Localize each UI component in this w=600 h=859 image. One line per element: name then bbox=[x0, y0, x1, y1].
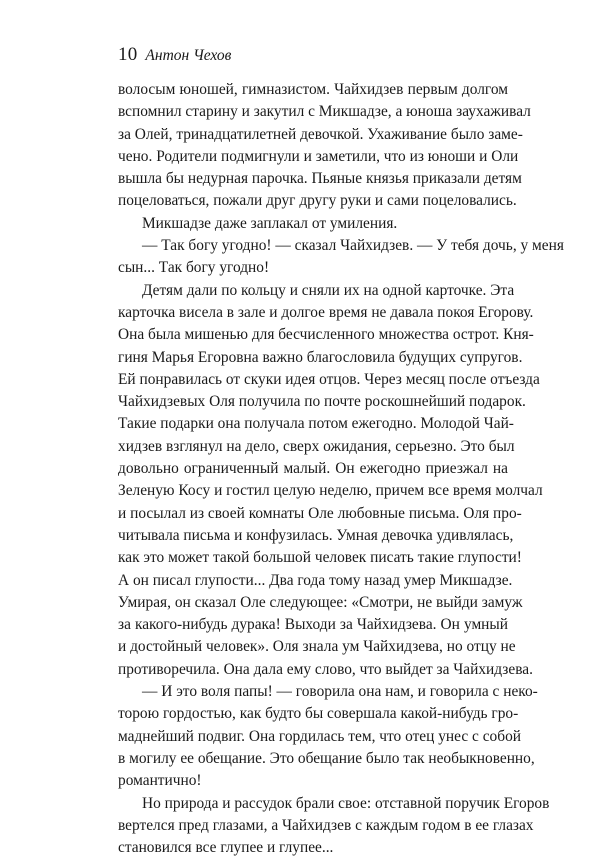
text-line: Умирая, он сказал Оле следующее: «Смотри, не выйди замуж bbox=[118, 593, 523, 611]
text-line: волосым юношей, гимназистом. Чайхидзев первым долгом bbox=[118, 81, 508, 98]
text-line: Зеленую Косу и гостил целую неделю, причем все время молчал bbox=[118, 482, 543, 500]
text-line: хидзев взглянул на дело, сверх ожидания, серьезно. Это был bbox=[118, 437, 515, 455]
text-line: Она была мишенью для бесчисленного множества острот. Кня- bbox=[118, 326, 534, 344]
text-line: довольно ограниченный малый. Он ежегодно приезжал на bbox=[118, 460, 508, 478]
text-line: в могилу ее обещание. Это обещание было так необыкновенно, bbox=[118, 749, 535, 767]
text-line: А он писал глупости... Два года тому назад умер Микшадзе. bbox=[118, 571, 513, 589]
text-line: — Так богу угодно! — сказал Чайхидзев. — У тебя дочь, у меня bbox=[142, 237, 564, 255]
text-line: как это может такой большой человек писать такие глупости! bbox=[118, 549, 522, 567]
text-line: за какого-нибудь дурака! Выходи за Чайхидзева. Он умный bbox=[118, 616, 508, 634]
text-line: чено. Родители подмигнули и заметили, что из юноши и Оли bbox=[118, 147, 519, 165]
text-line: и посылал из своей комнаты Оле любовные письма. Оля про- bbox=[118, 504, 522, 522]
text-line: Такие подарки она получала потом ежегодно. Молодой Чай- bbox=[118, 415, 514, 433]
running-header bbox=[118, 44, 231, 66]
text-line: романтично! bbox=[118, 772, 202, 790]
text-line: становился все глупее и глупее... bbox=[118, 839, 334, 857]
text-line: Но природа и рассудок брали свое: отставной поручик Егоров bbox=[142, 794, 550, 812]
text-line: — И это воля папы! — говорила она нам, и говорила с неко- bbox=[142, 683, 538, 701]
text-line: читывала письма и конфузилась. Умная девочка удивлялась, bbox=[118, 526, 514, 544]
text-line: за Олей, тринадцатилетней девочкой. Ухаживание было заме- bbox=[118, 125, 523, 143]
text-line: сын... Так богу угодно! bbox=[118, 259, 270, 277]
text-line: маднейший подвиг. Она гордилась тем, что отец унес с собой bbox=[118, 727, 522, 745]
text-line: Чайхидзевых Оля получила по почте роскошнейший подарок. bbox=[118, 393, 526, 411]
text-line: вертелся пред глазами, а Чайхидзев с каждым годом в ее глазах bbox=[118, 816, 534, 834]
running-author: Антон Чехов bbox=[145, 47, 232, 64]
text-line: поцеловаться, пожали друг другу руки и сами поцеловались. bbox=[118, 192, 517, 210]
text-line: вышла бы недурная парочка. Пьяные князья приказали детям bbox=[118, 170, 522, 188]
text-line: гиня Марья Егоровна важно благословила будущих супругов. bbox=[118, 348, 523, 366]
text-line: Детям дали по кольцу и сняли их на одной карточке. Эта bbox=[142, 281, 515, 299]
body-text bbox=[118, 79, 564, 859]
text-line: и достойный человек». Оля знала ум Чайхидзева, но отцу не bbox=[118, 638, 516, 656]
text-line: вспомнил старину и закутил с Микшадзе, а юноша заухаживал bbox=[118, 103, 531, 121]
text-line: карточка висела в зале и долгое время не давала покоя Егорову. bbox=[118, 303, 534, 321]
page-number: 10 bbox=[118, 44, 138, 65]
text-line: Микшадзе даже заплакал от умиления. bbox=[142, 214, 398, 232]
text-line: Ей понравилась от скуки идея отцов. Через месяц после отъезда bbox=[118, 370, 540, 388]
text-line: торою гордостью, как будто бы совершала какой-нибудь гро- bbox=[118, 705, 519, 723]
text-line: противоречила. Она дала ему слово, что выйдет за Чайхидзева. bbox=[118, 660, 533, 678]
